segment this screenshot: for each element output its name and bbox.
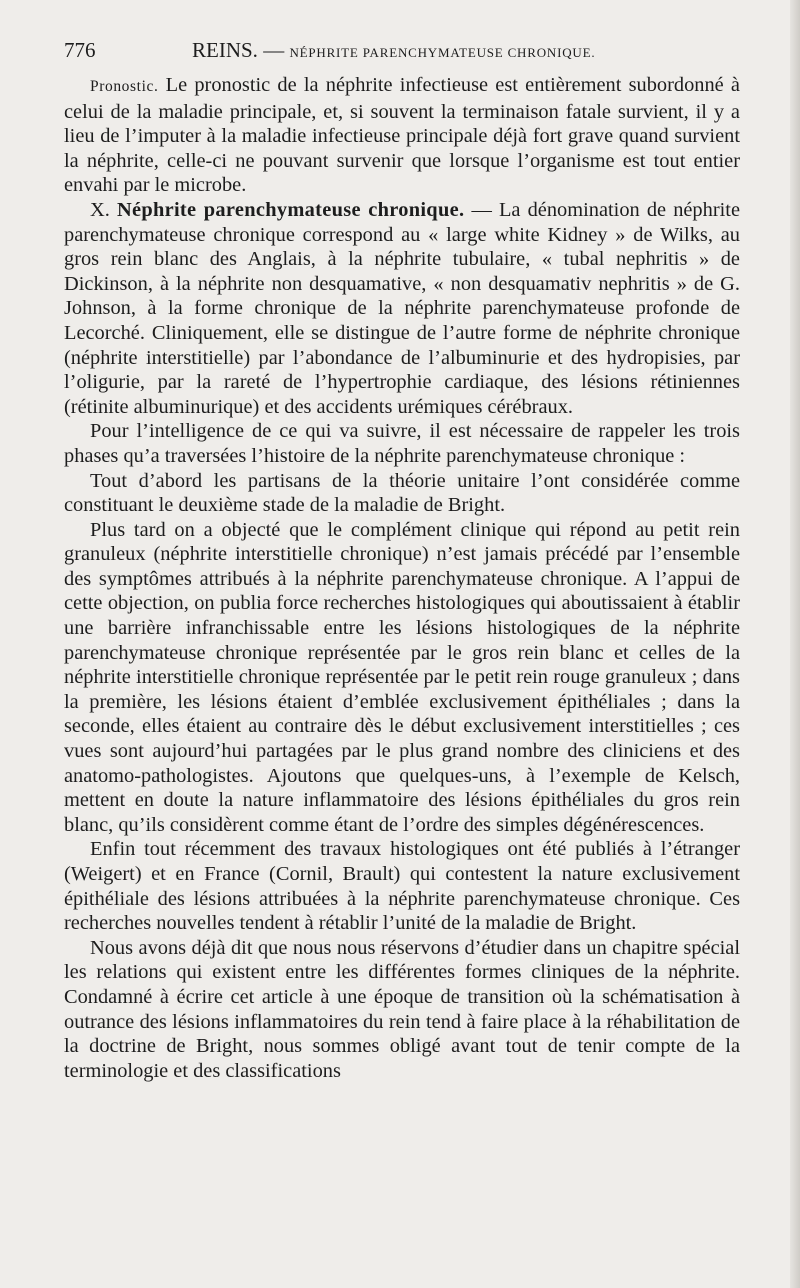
body-text	[64, 73, 740, 1083]
section-number: X.	[90, 198, 117, 221]
page-edge	[790, 0, 800, 1288]
page-number: 776	[64, 38, 96, 62]
running-title	[192, 38, 595, 63]
paragraph-pronostic	[64, 73, 740, 198]
paragraph-unitaire: Tout d’abord les partisans de la théorie unitaire l’ont considérée comme constituant le deuxième stade de la maladie de Bright.	[64, 469, 740, 517]
paragraph-plus-tard: Plus tard on a objecté que le complément clinique qui répond au petit rein granuleux (néphrite interstitielle chronique) n’est jamais précédé par l’ensemble des symptômes attribués à la néphrite parenchymateuse chronique. A l’appui de cette objection, on publia force recherches histologiques qui aboutissaient à établir une barrière infranchissable entre les lésions histologiques de la néphrite parenchymateuse chronique représentée par le gros rein blanc et celles de la néphrite interstitielle chronique représentée par le petit rein rouge granuleux ; dans la première, les lésions étaient d’emblée exclusivement épithéliales ; dans la seconde, elles étaient au contraire dès le début exclusivement interstitielles ; ces vues sont aujourd’hui partagées par le plus grand nombre des cliniciens et des anatomo-pathologistes. Ajoutons que quelques-uns, à l’exemple de Kelsch, mettent en doute la nature inflammatoire des lésions épithéliales du gros rein blanc, qu’ils considèrent comme étant de l’ordre des simples dégénérescences.	[64, 518, 740, 836]
running-title-main: REINS.	[192, 38, 258, 62]
running-title-dash: —	[263, 38, 285, 62]
section-x-text: — La dénomination de néphrite parenchymateuse chronique correspond au « large white Kidney » de Wilks, au gros rein blanc des Anglais, à la néphrite tubulaire, « tubal nephritis » de Dickinson, à la néphrite non desquamative, « non desquamativ nephritis » de G. Johnson, à la forme chronique de la néphrite parenchymateuse profonde de Lecorché. Cliniquement, elle se distingue de l’autre forme de néphrite chronique (néphrite interstitielle) par l’abondance de l’albuminurie et des hydropisies, par l’oligurie, par la rareté de l’hypertrophie cardiaque, des lésions rétiniennes (rétinite albuminurique) et des accidents urémiques cérébraux.	[64, 198, 740, 418]
running-head	[64, 38, 740, 68]
paragraph-section-x	[64, 198, 740, 419]
running-title-sub: NÉPHRITE PARENCHYMATEUSE CHRONIQUE.	[289, 45, 596, 60]
paragraph-intelligence: Pour l’intelligence de ce qui va suivre, il est nécessaire de rappeler les trois phases qu’a traversées l’histoire de la néphrite parenchymateuse chronique :	[64, 420, 740, 467]
paragraph-enfin: Enfin tout récemment des travaux histologiques ont été publiés à l’étranger (Weigert) et en France (Cornil, Brault) qui contestent la nature exclusivement épithéliale des lésions attribuées à la néphrite parenchymateuse chronique. Ces recherches nouvelles tendent à rétablir l’unité de la maladie de Bright.	[64, 838, 740, 935]
pronostic-text: Le pronostic de la néphrite infectieuse est entièrement subordonné à celui de la maladie principale, et, si souvent la terminaison fatale survient, il y a lieu de l’imputer à la maladie infectieuse principale déjà fort grave quand survient la néphrite, celle-ci ne pouvant survenir que lorsque l’organisme est tout entier envahi par le microbe.	[64, 74, 740, 197]
paragraph-nous-avons: Nous avons déjà dit que nous nous réservons d’étudier dans un chapitre spécial les relations qui existent entre les différentes formes cliniques de la néphrite. Condamné à écrire cet article à une époque de transition où la schématisation à outrance des lésions inflammatoires du rein tend à faire place à la réhabilitation de la doctrine de Bright, nous sommes obligé avant tout de tenir compte de la terminologie et des classifications	[64, 936, 740, 1082]
section-title: Néphrite parenchymateuse chronique.	[116, 198, 465, 221]
pronostic-lead: Pronostic.	[90, 78, 159, 95]
